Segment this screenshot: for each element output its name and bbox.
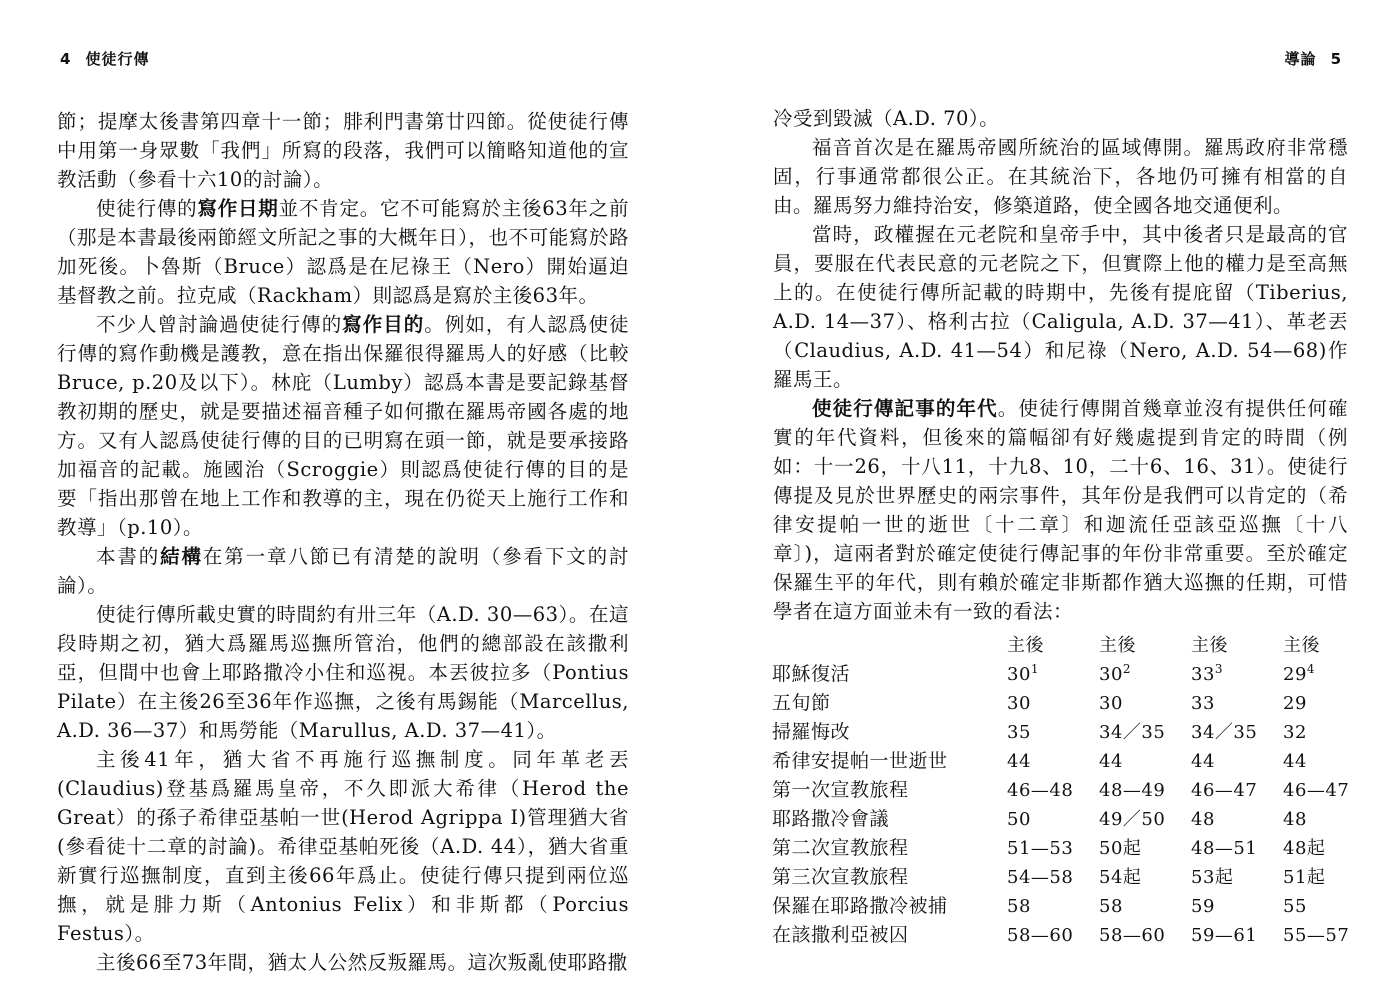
table-header-cell: 主後 bbox=[1283, 634, 1320, 656]
paragraph bbox=[57, 542, 629, 600]
year-cell bbox=[1283, 921, 1352, 950]
table-header-row bbox=[772, 630, 1352, 660]
year-cell bbox=[1191, 805, 1283, 834]
right-page-body bbox=[773, 104, 1348, 950]
paragraph bbox=[773, 394, 1348, 626]
year-value: 44 bbox=[1007, 751, 1031, 772]
paragraph-text: 。例如，有人認爲使徒行傳的寫作動機是護教，意在指出保羅很得羅馬人的好感（比較Bruce, p.20及以下）。林庇（Lumby）認爲本書是要記錄基督教初期的歷史，就是要描述福音種子如何撒在羅馬帝國各處的地方。又有人認爲使徒行傳的目的已明寫在頭一節，就是要承接路加福音的記載。施國治（Scroggie）則認爲使徒行傳的目的是要「指出那曾在地上工作和教導的主，現在仍從天上施行工作和教導」（p.10）。 bbox=[57, 313, 629, 539]
year-cell bbox=[1191, 660, 1283, 689]
year-cell bbox=[1283, 776, 1352, 805]
paragraph-text: 節；提摩太後書第四章十一節；腓利門書第廿四節。從使徒行傳中用第一身眾數「我們」所寫的段落，我們可以簡略知道他的宣教活動（參看十六10的討論）。 bbox=[57, 110, 629, 191]
paragraph-text: 不少人曾討論過使徒行傳的 bbox=[96, 313, 343, 336]
paragraph-text: 使徒行傳所載史實的時間約有卅三年（A.D. 30—63）。在這段時期之初，猶大爲羅馬巡撫所管治，他們的總部設在該撒利亞，但間中也會上耶路撒冷小住和巡視。本丟彼拉多（Pontius Pilate）在主後26至36年作巡撫，之後有馬錫能（Marcellus, A.D. 36—37）和馬勞能（Marullus, A.D. 37—41）。 bbox=[57, 603, 629, 742]
year-value: 34／35 bbox=[1099, 722, 1166, 743]
year-value: 44 bbox=[1191, 751, 1215, 772]
year-cell bbox=[1191, 718, 1283, 747]
paragraph-text: 本書的 bbox=[96, 545, 161, 568]
table-row bbox=[772, 660, 1352, 689]
year-cell bbox=[1099, 776, 1191, 805]
event-cell: 耶路撒冷會議 bbox=[772, 808, 890, 830]
year-value: 58—60 bbox=[1007, 925, 1074, 946]
paragraph bbox=[57, 310, 629, 542]
paragraph-text: 福音首次是在羅馬帝國所統治的區域傳開。羅馬政府非常穩固，行事通常都很公正。在其統治下，各地仍可擁有相當的自由。羅馬努力維持治安，修築道路，使全國各地交通便利。 bbox=[773, 136, 1348, 217]
year-value: 46—47 bbox=[1191, 780, 1258, 801]
year-cell bbox=[1007, 718, 1099, 747]
right-running-title: 導論 bbox=[1284, 50, 1317, 68]
year-value: 55—57 bbox=[1283, 925, 1350, 946]
year-value: 59—61 bbox=[1191, 925, 1258, 946]
table-row bbox=[772, 747, 1352, 776]
year-value: 30 bbox=[1007, 664, 1031, 685]
right-running-head bbox=[1285, 48, 1342, 69]
year-cell bbox=[1283, 834, 1352, 863]
year-cell bbox=[1283, 660, 1352, 689]
year-cell bbox=[1099, 805, 1191, 834]
year-value: 32 bbox=[1283, 722, 1307, 743]
event-cell: 保羅在耶路撒冷被捕 bbox=[772, 895, 948, 917]
left-page-number: 4 bbox=[60, 50, 72, 68]
year-cell bbox=[1283, 805, 1352, 834]
year-value: 50 bbox=[1007, 809, 1031, 830]
year-cell bbox=[1283, 892, 1352, 921]
year-value: 35 bbox=[1007, 722, 1031, 743]
year-cell bbox=[1099, 718, 1191, 747]
year-value: 54起 bbox=[1099, 867, 1142, 888]
paragraph-text: 。使徒行傳開首幾章並沒有提供任何確實的年代資料，但後來的篇幅卻有好幾處提到肯定的時間（例如：十一26，十八11，十九8、10，二十6、16、31）。使徒行傳提及見於世界歷史的兩宗事件，其年份是我們可以肯定的（希律安提帕一世的逝世〔十二章〕和迦流任亞該亞巡撫〔十八章〕)，這兩者對於確定使徒行傳記事的年份非常重要。至於確定保羅生平的年代，則有賴於確定非斯都作猶大巡撫的任期，可惜學者在這方面並未有一致的看法： bbox=[773, 397, 1348, 623]
event-cell: 第一次宣教旅程 bbox=[772, 779, 909, 801]
table-row bbox=[772, 892, 1352, 921]
paragraph-text: 並不肯定。它不可能寫於主後63年之前（那是本書最後兩節經文所記之事的大概年日），也不可能寫於路加死後。卜魯斯（Bruce）認爲是在尼祿王（Nero）開始逼迫基督教之前。拉克咸（Rackham）則認爲是寫於主後63年。 bbox=[57, 197, 629, 307]
paragraph-text: 冷受到毀滅（A.D. 70）。 bbox=[773, 107, 1000, 130]
year-value: 30 bbox=[1099, 693, 1123, 714]
year-cell bbox=[1191, 892, 1283, 921]
paragraph bbox=[773, 104, 1348, 133]
event-cell: 在該撒利亞被囚 bbox=[772, 924, 909, 946]
table-row bbox=[772, 718, 1352, 747]
table-header-cell: 主後 bbox=[1099, 634, 1136, 656]
year-cell bbox=[1191, 776, 1283, 805]
year-value: 44 bbox=[1099, 751, 1123, 772]
right-page-number: 5 bbox=[1330, 50, 1342, 68]
year-value: 51—53 bbox=[1007, 838, 1074, 859]
year-value: 48—49 bbox=[1099, 780, 1166, 801]
year-value: 48起 bbox=[1283, 838, 1326, 859]
year-cell bbox=[1099, 834, 1191, 863]
table-row bbox=[772, 863, 1352, 892]
footnote-marker: 4 bbox=[1306, 662, 1316, 676]
year-value: 48 bbox=[1191, 809, 1215, 830]
table-row bbox=[772, 834, 1352, 863]
year-cell bbox=[1099, 863, 1191, 892]
year-value: 48 bbox=[1283, 809, 1307, 830]
event-cell: 掃羅悔改 bbox=[772, 721, 851, 743]
table-row bbox=[772, 805, 1352, 834]
year-value: 55 bbox=[1283, 896, 1307, 917]
event-cell: 耶穌復活 bbox=[772, 663, 851, 685]
year-cell bbox=[1007, 689, 1099, 718]
year-value: 30 bbox=[1007, 693, 1031, 714]
year-value: 58 bbox=[1007, 896, 1031, 917]
year-cell bbox=[1007, 921, 1099, 950]
year-cell bbox=[1007, 776, 1099, 805]
year-value: 58 bbox=[1099, 896, 1123, 917]
footnote-marker: 2 bbox=[1122, 662, 1132, 676]
year-value: 48—51 bbox=[1191, 838, 1258, 859]
year-cell bbox=[1191, 689, 1283, 718]
paragraph-text: 當時，政權握在元老院和皇帝手中，其中後者只是最高的官員，要服在代表民意的元老院之下，但實際上他的權力是至高無上的。在使徒行傳所記載的時期中，先後有提庇留（Tiberius, A.D. 14—37）、格利古拉（Caligula, A.D. 37—41）、革老丟（Claudius, A.D. 41—54）和尼祿（Nero, A.D. 54—68)作羅馬王。 bbox=[773, 223, 1348, 391]
year-cell bbox=[1191, 863, 1283, 892]
year-value: 34／35 bbox=[1191, 722, 1258, 743]
year-value: 46—47 bbox=[1283, 780, 1350, 801]
year-value: 29 bbox=[1283, 693, 1307, 714]
year-cell bbox=[1099, 747, 1191, 776]
paragraph bbox=[57, 107, 629, 194]
year-value: 59 bbox=[1191, 896, 1215, 917]
bold-term: 結構 bbox=[160, 545, 203, 568]
year-value: 29 bbox=[1283, 664, 1307, 685]
paragraph bbox=[57, 194, 629, 310]
year-cell bbox=[1007, 747, 1099, 776]
year-cell bbox=[1099, 660, 1191, 689]
table-row bbox=[772, 689, 1352, 718]
year-cell bbox=[1099, 689, 1191, 718]
year-cell bbox=[1007, 863, 1099, 892]
table-header-blank bbox=[772, 630, 1007, 660]
year-value: 33 bbox=[1191, 664, 1215, 685]
year-cell bbox=[1007, 892, 1099, 921]
paragraph bbox=[773, 220, 1348, 394]
right-paragraphs bbox=[773, 104, 1348, 626]
event-cell: 五旬節 bbox=[772, 692, 831, 714]
year-value: 30 bbox=[1099, 664, 1123, 685]
left-running-title: 使徒行傳 bbox=[85, 50, 150, 68]
year-cell bbox=[1099, 892, 1191, 921]
year-cell bbox=[1007, 660, 1099, 689]
table-row bbox=[772, 921, 1352, 950]
year-value: 33 bbox=[1191, 693, 1215, 714]
paragraph bbox=[773, 133, 1348, 220]
bold-term: 寫作日期 bbox=[197, 197, 279, 220]
year-cell bbox=[1283, 747, 1352, 776]
year-value: 50起 bbox=[1099, 838, 1142, 859]
footnote-marker: 3 bbox=[1214, 662, 1224, 676]
year-cell bbox=[1099, 921, 1191, 950]
right-page bbox=[700, 0, 1400, 992]
year-value: 53起 bbox=[1191, 867, 1234, 888]
year-cell bbox=[1191, 921, 1283, 950]
year-cell bbox=[1283, 689, 1352, 718]
event-cell: 希律安提帕一世逝世 bbox=[772, 750, 948, 772]
year-cell bbox=[1191, 747, 1283, 776]
left-running-head bbox=[60, 48, 149, 69]
left-page-body bbox=[57, 107, 629, 977]
paragraph bbox=[57, 600, 629, 745]
bold-term: 寫作目的 bbox=[342, 313, 425, 336]
bold-term: 使徒行傳記事的年代 bbox=[812, 397, 998, 420]
year-value: 49／50 bbox=[1099, 809, 1166, 830]
table-row bbox=[772, 776, 1352, 805]
year-cell bbox=[1007, 805, 1099, 834]
year-value: 44 bbox=[1283, 751, 1307, 772]
paragraph-text: 使徒行傳的 bbox=[96, 197, 198, 220]
paragraph bbox=[57, 745, 629, 948]
table-header-cell: 主後 bbox=[1007, 634, 1044, 656]
year-value: 51起 bbox=[1283, 867, 1326, 888]
year-value: 58—60 bbox=[1099, 925, 1166, 946]
year-value: 54—58 bbox=[1007, 867, 1074, 888]
year-cell bbox=[1283, 863, 1352, 892]
event-cell: 第三次宣教旅程 bbox=[772, 866, 909, 888]
paragraph bbox=[57, 948, 629, 977]
year-cell bbox=[1283, 718, 1352, 747]
year-cell bbox=[1007, 834, 1099, 863]
table-header-cell: 主後 bbox=[1191, 634, 1228, 656]
chronology-table bbox=[772, 630, 1352, 950]
paragraph-text: 主後41年，猶大省不再施行巡撫制度。同年革老丟(Claudius)登基爲羅馬皇帝，不久即派大希律（Herod the Great）的孫子希律亞基帕一世(Herod Agrippa I)管理猶大省(參看徒十二章的討論)。希律亞基帕死後（A.D. 44），猶大省重新實行巡撫制度，直到主後66年爲止。使徒行傳只提到兩位巡撫，就是腓力斯（Antonius Felix）和非斯都（Porcius Festus）。 bbox=[57, 748, 629, 945]
year-value: 46—48 bbox=[1007, 780, 1074, 801]
year-cell bbox=[1191, 834, 1283, 863]
event-cell: 第二次宣教旅程 bbox=[772, 837, 909, 859]
table-body bbox=[772, 660, 1352, 950]
paragraph-text: 主後66至73年間，猶太人公然反叛羅馬。這次叛亂使耶路撒 bbox=[96, 951, 628, 974]
paragraph-text: 在第一章八節已有清楚的說明（參看下文的討論）。 bbox=[57, 545, 629, 597]
footnote-marker: 1 bbox=[1030, 662, 1040, 676]
